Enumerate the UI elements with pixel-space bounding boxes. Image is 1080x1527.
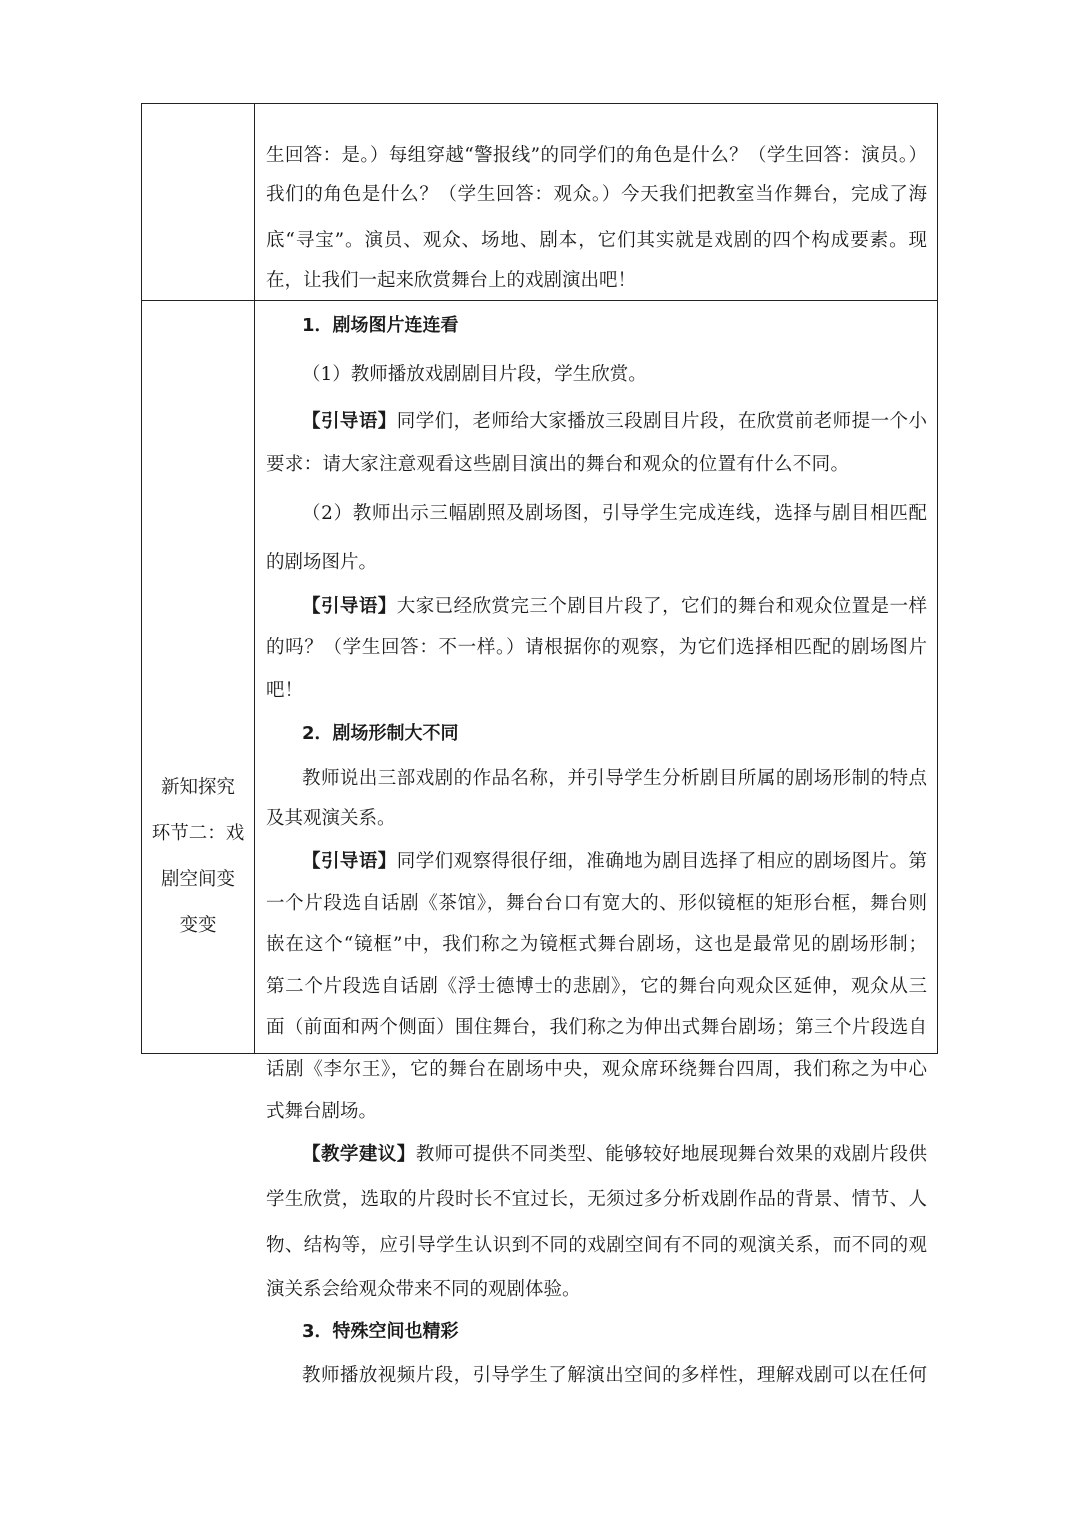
s1-step2-line-2: 的剧场图片。 bbox=[266, 552, 378, 573]
s2-guide-line-4: 第二个片段选自话剧《浮士德博士的悲剧》，它的舞台向观众区延伸，观众从三 bbox=[266, 976, 927, 997]
heading-2: 2．剧场形制大不同 bbox=[302, 723, 459, 744]
heading-1: 1．剧场图片连连看 bbox=[302, 315, 459, 336]
s2-intro-line-1: 教师说出三部戏剧的作品名称，并引导学生分析剧目所属的剧场形制的特点 bbox=[302, 768, 927, 789]
top-text-line-2: 我们的角色是什么？（学生回答：观众。）今天我们把教室当作舞台，完成了海 bbox=[266, 184, 927, 205]
s1-guide1-line-1: 【引导语】同学们，老师给大家播放三段剧目片段，在欣赏前老师提一个小 bbox=[302, 411, 927, 432]
s1-guide2-line-1: 【引导语】大家已经欣赏完三个剧目片段了，它们的舞台和观众位置是一样 bbox=[302, 596, 927, 617]
s1-step2-line-1: （2）教师出示三幅剧照及剧场图，引导学生完成连线，选择与剧目相匹配 bbox=[302, 503, 927, 524]
guide-tag: 【引导语】 bbox=[302, 411, 397, 432]
s1-step1: （1）教师播放戏剧剧目片段，学生欣赏。 bbox=[302, 364, 647, 385]
row-divider bbox=[142, 300, 937, 301]
section-label-line: 新知探究 bbox=[160, 777, 235, 798]
tip-tag: 【教学建议】 bbox=[302, 1144, 416, 1165]
s1-guide2-line-3: 吧！ bbox=[266, 680, 304, 701]
s2-intro-line-2: 及其观演关系。 bbox=[266, 808, 396, 829]
guide-tag: 【引导语】 bbox=[302, 851, 397, 872]
section-label-line: 环节二：戏 bbox=[151, 823, 245, 844]
top-text-line-4: 在，让我们一起来欣赏舞台上的戏剧演出吧！ bbox=[266, 270, 637, 291]
s3-intro-line-1: 教师播放视频片段，引导学生了解演出空间的多样性，理解戏剧可以在任何 bbox=[302, 1365, 927, 1386]
s2-tip-line-4: 演关系会给观众带来不同的观剧体验。 bbox=[266, 1279, 581, 1300]
s2-guide-line-1: 【引导语】同学们观察得很仔细，准确地为剧目选择了相应的剧场图片。第 bbox=[302, 851, 927, 872]
s1-guide2-line-2: 的吗？（学生回答：不一样。）请根据你的观察，为它们选择相匹配的剧场图片 bbox=[266, 637, 927, 658]
s2-tip-line-3: 物、结构等，应引导学生认识到不同的戏剧空间有不同的观演关系，而不同的观 bbox=[266, 1235, 927, 1256]
s2-guide-line-5: 面（前面和两个侧面）围住舞台，我们称之为伸出式舞台剧场；第三个片段选自 bbox=[266, 1017, 927, 1038]
s2-guide-line-6: 话剧《李尔王》，它的舞台在剧场中央，观众席环绕舞台四周，我们称之为中心 bbox=[266, 1059, 927, 1080]
section-label-line: 变变 bbox=[179, 915, 217, 936]
top-text-line-3: 底“寻宝”。演员、观众、场地、剧本，它们其实就是戏剧的四个构成要素。现 bbox=[266, 230, 927, 251]
top-text-line-1: 生回答：是。）每组穿越“警报线”的同学们的角色是什么？（学生回答：演员。） bbox=[266, 145, 927, 166]
s2-tip-line-1: 【教学建议】教师可提供不同类型、能够较好地展现舞台效果的戏剧片段供 bbox=[302, 1144, 927, 1165]
section-label-line: 剧空间变 bbox=[160, 869, 235, 890]
s2-guide-line-3: 嵌在这个“镜框”中，我们称之为镜框式舞台剧场，这也是最常见的剧场形制； bbox=[266, 934, 927, 955]
s2-guide-line-7: 式舞台剧场。 bbox=[266, 1101, 378, 1122]
s1-guide1-line-2: 要求：请大家注意观看这些剧目演出的舞台和观众的位置有什么不同。 bbox=[266, 454, 849, 475]
column-divider bbox=[254, 104, 255, 1053]
guide-tag: 【引导语】 bbox=[302, 596, 397, 617]
s2-tip-line-2: 学生欣赏，选取的片段时长不宜过长，无须过多分析戏剧作品的背景、情节、人 bbox=[266, 1189, 927, 1210]
s2-guide-line-2: 一个片段选自话剧《茶馆》，舞台台口有宽大的、形似镜框的矩形台框，舞台则 bbox=[266, 893, 927, 914]
section-label bbox=[143, 765, 253, 949]
heading-3: 3．特殊空间也精彩 bbox=[302, 1321, 459, 1342]
